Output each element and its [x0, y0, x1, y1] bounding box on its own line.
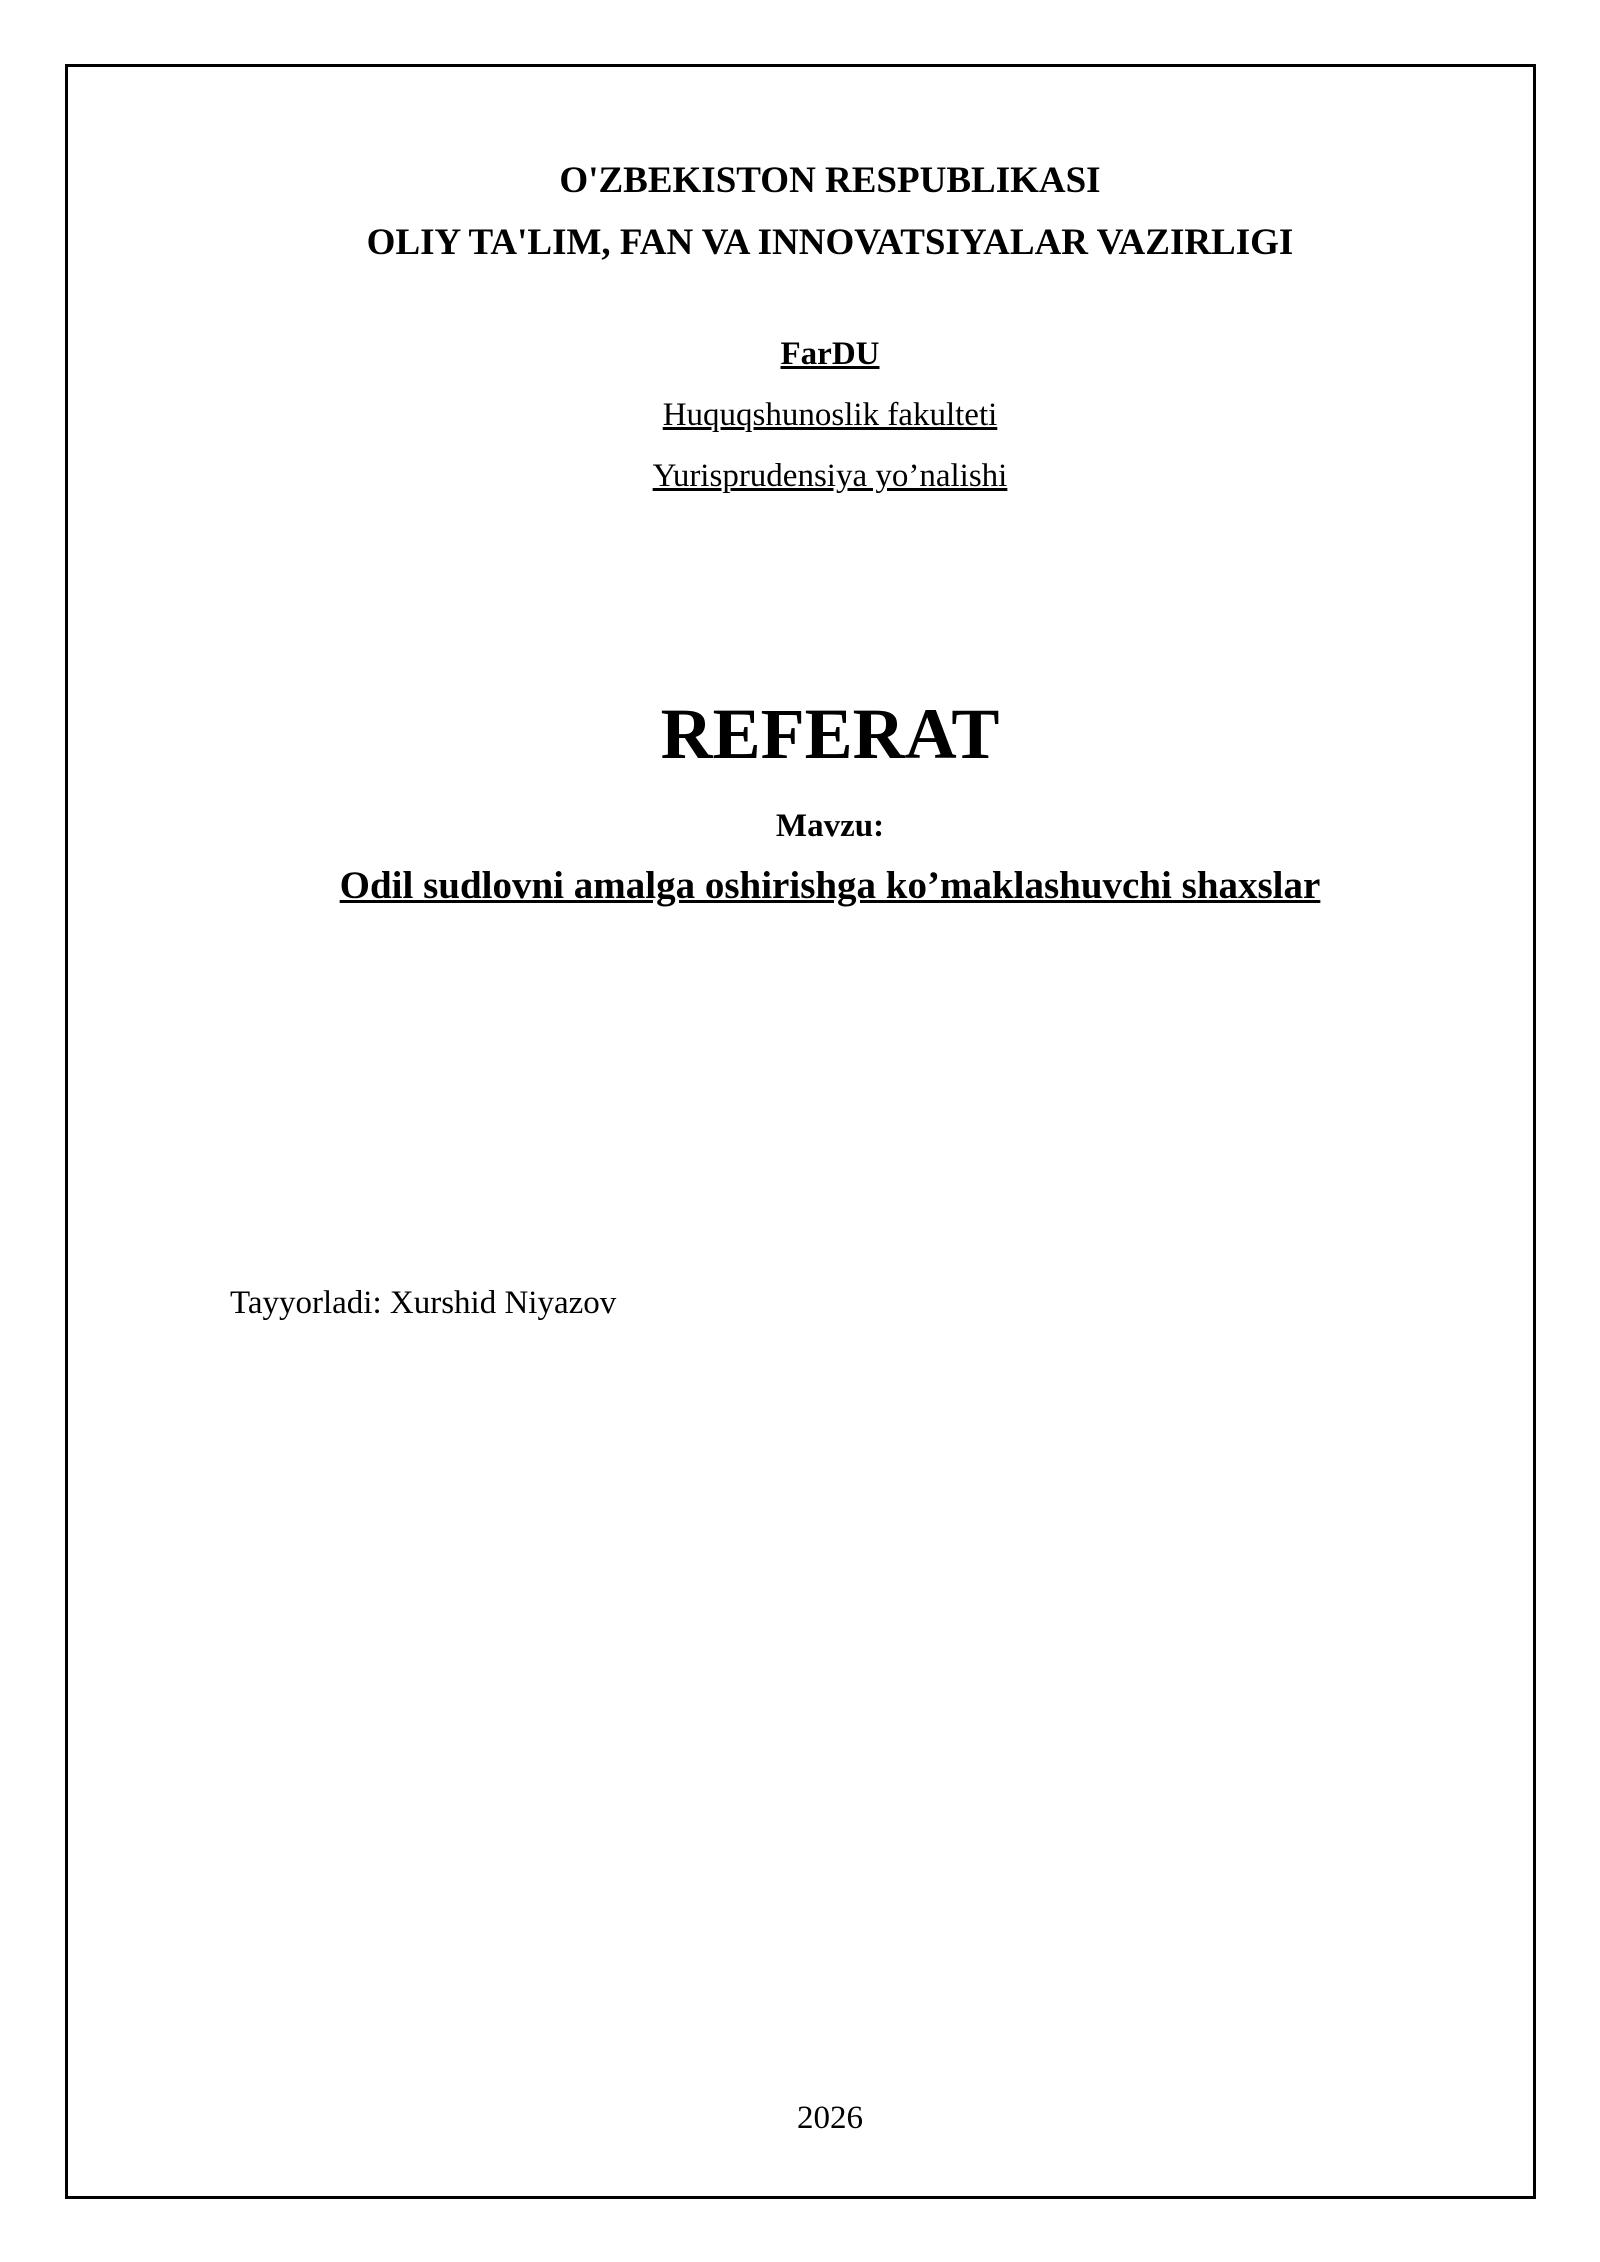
university-name: FarDU [780, 336, 880, 372]
ministry-line-1: O'ZBEKISTON RESPUBLIKASI [559, 160, 1101, 201]
author-line: Tayyorladi: Xurshid Niyazov [230, 1285, 617, 1321]
topic-label: Mavzu: [775, 808, 885, 844]
topic-title: Odil sudlovni amalga oshirishga ko’maklashuvchi shaxslar [339, 864, 1321, 907]
direction-name: Yurisprudensiya yo’nalishi [652, 458, 1008, 494]
ministry-line-2: OLIY TA'LIM, FAN VA INNOVATSIYALAR VAZIRLIGI [366, 222, 1294, 263]
page-border [65, 64, 1536, 2199]
faculty-name: Huquqshunoslik fakulteti [662, 397, 998, 433]
document-type-title: REFERAT [660, 694, 1000, 774]
year: 2026 [797, 2100, 863, 2136]
